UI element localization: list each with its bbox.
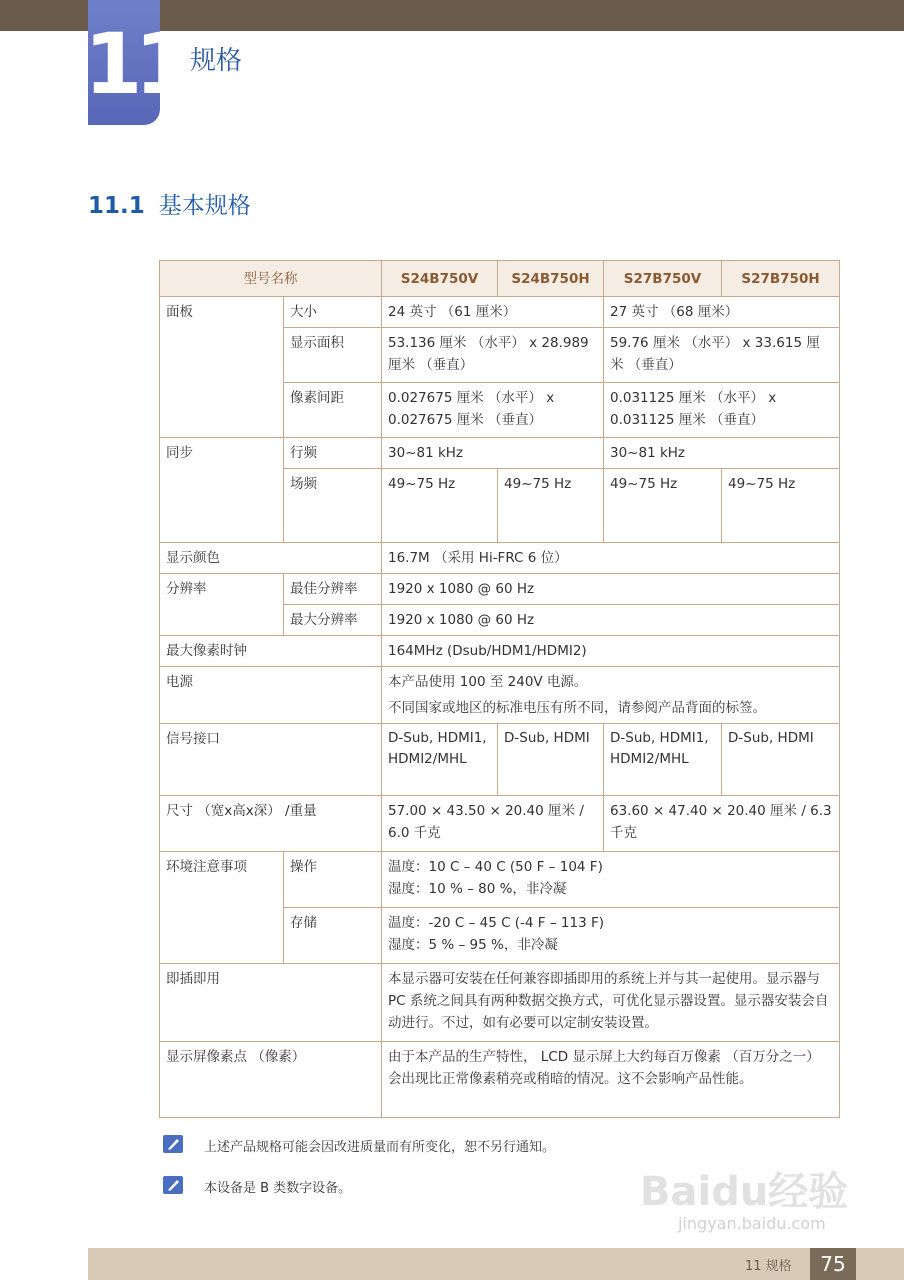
cell-pitch-24: 0.027675 厘米 （水平） x 0.027675 厘米 （垂直） (382, 383, 604, 438)
cell-signal-4: D-Sub, HDMI (722, 724, 840, 796)
row-sublabel-size: 大小 (284, 297, 382, 328)
storage-humidity: 湿度：5 % – 95 %，非冷凝 (388, 937, 558, 953)
table-row (160, 636, 840, 667)
cell-vfreq-3: 49~75 Hz (604, 469, 722, 543)
cell-operation (382, 852, 840, 908)
footer-chapter-label: 11 规格 (745, 1259, 792, 1274)
note-pencil-icon (162, 1134, 184, 1154)
header-model-4: S27B750H (722, 261, 840, 297)
row-sublabel-best: 最佳分辨率 (284, 574, 382, 605)
row-sublabel-area: 显示面积 (284, 328, 382, 383)
chapter-title: 规格 (190, 46, 243, 76)
row-label-panel: 面板 (160, 297, 284, 438)
row-label-pnp: 即插即用 (160, 964, 382, 1042)
cell-hfreq-27: 30~81 kHz (604, 438, 840, 469)
row-sublabel-max: 最大分辨率 (284, 605, 382, 636)
cell-pixel: 由于本产品的生产特性， LCD 显示屏上大约每百万像素 （百万分之一）会出现比正常像素稍亮或稍暗的情况。这不会影响产品性能。 (382, 1042, 840, 1118)
cell-pnp: 本显示器可安装在任何兼容即插即用的系统上并与其一起使用。显示器与 PC 系统之间具有两种数据交换方式，可优化显示器设置。显示器安装会自动进行。不过，如有必要可以定制安装设置。 (382, 964, 840, 1042)
row-label-color: 显示颜色 (160, 543, 382, 574)
cell-storage (382, 908, 840, 964)
cell-vfreq-2: 49~75 Hz (498, 469, 604, 543)
watermark-logo: Baidu经验 (640, 1169, 849, 1215)
table-row (160, 297, 840, 328)
row-label-power: 电源 (160, 667, 382, 724)
operation-humidity: 湿度：10 % – 80 %，非冷凝 (388, 881, 567, 897)
cell-pitch-27: 0.031125 厘米 （水平） x 0.031125 厘米 （垂直） (604, 383, 840, 438)
table-row (160, 438, 840, 469)
cell-vfreq-4: 49~75 Hz (722, 469, 840, 543)
cell-best-resolution: 1920 x 1080 @ 60 Hz (382, 574, 840, 605)
row-sublabel-storage: 存储 (284, 908, 382, 964)
spec-table (159, 260, 840, 1118)
table-row (160, 796, 840, 852)
row-label-resolution: 分辨率 (160, 574, 284, 636)
row-label-signal: 信号接口 (160, 724, 382, 796)
section-title (88, 187, 251, 220)
table-row (160, 1042, 840, 1118)
table-row (160, 667, 840, 724)
table-row (160, 852, 840, 908)
cell-clock: 164MHz (Dsub/HDM1/HDMI2) (382, 636, 840, 667)
footer-page-number: 75 (810, 1248, 856, 1280)
power-line-2: 不同国家或地区的标准电压有所不同，请参阅产品背面的标签。 (388, 700, 766, 716)
cell-hfreq-24: 30~81 kHz (382, 438, 604, 469)
row-sublabel-vfreq: 场频 (284, 469, 382, 543)
cell-size-27: 27 英寸 （68 厘米） (604, 297, 840, 328)
header-model-3: S27B750V (604, 261, 722, 297)
table-row (160, 964, 840, 1042)
cell-max-resolution: 1920 x 1080 @ 60 Hz (382, 605, 840, 636)
table-header-row (160, 261, 840, 297)
power-line-1: 本产品使用 100 至 240V 电源。 (388, 674, 588, 690)
note-text-1: 上述产品规格可能会因改进质量而有所变化，恕不另行通知。 (204, 1140, 556, 1155)
chapter-block (84, 0, 185, 125)
cell-vfreq-1: 49~75 Hz (382, 469, 498, 543)
cell-signal-1: D-Sub, HDMI1, HDMI2/MHL (382, 724, 498, 796)
row-label-sync: 同步 (160, 438, 284, 543)
header-model-2: S24B750H (498, 261, 604, 297)
cell-size-24: 24 英寸 （61 厘米） (382, 297, 604, 328)
row-label-dims: 尺寸 （宽x高x深） /重量 (160, 796, 382, 852)
storage-temp: 温度：-20 C – 45 C (-4 F – 113 F) (388, 915, 604, 931)
cell-area-27: 59.76 厘米 （水平） x 33.615 厘米 （垂直） (604, 328, 840, 383)
section-title-text: 基本规格 (158, 193, 251, 219)
row-sublabel-pitch: 像素间距 (284, 383, 382, 438)
table-row (160, 574, 840, 605)
cell-dims-27: 63.60 × 47.40 × 20.40 厘米 / 6.3 千克 (604, 796, 840, 852)
row-label-clock: 最大像素时钟 (160, 636, 382, 667)
cell-area-24: 53.136 厘米 （水平） x 28.989 厘米 （垂直） (382, 328, 604, 383)
header-model-label: 型号名称 (160, 261, 382, 297)
cell-signal-2: D-Sub, HDMI (498, 724, 604, 796)
section-number: 11.1 (88, 193, 145, 219)
table-row (160, 724, 840, 796)
watermark-url: jingyan.baidu.com (678, 1214, 826, 1233)
row-label-pixel: 显示屏像素点 （像素） (160, 1042, 382, 1118)
row-sublabel-hfreq: 行频 (284, 438, 382, 469)
cell-signal-3: D-Sub, HDMI1, HDMI2/MHL (604, 724, 722, 796)
cell-dims-24: 57.00 × 43.50 × 20.40 厘米 / 6.0 千克 (382, 796, 604, 852)
note-text-2: 本设备是 B 类数字设备。 (204, 1181, 352, 1196)
cell-power (382, 667, 840, 724)
row-sublabel-operation: 操作 (284, 852, 382, 908)
row-label-env: 环境注意事项 (160, 852, 284, 964)
header-model-1: S24B750V (382, 261, 498, 297)
note-pencil-icon (162, 1175, 184, 1195)
table-row (160, 543, 840, 574)
chapter-number: 11 (84, 15, 185, 113)
operation-temp: 温度：10 C – 40 C (50 F – 104 F) (388, 859, 603, 875)
cell-color: 16.7M （采用 Hi-FRC 6 位） (382, 543, 840, 574)
